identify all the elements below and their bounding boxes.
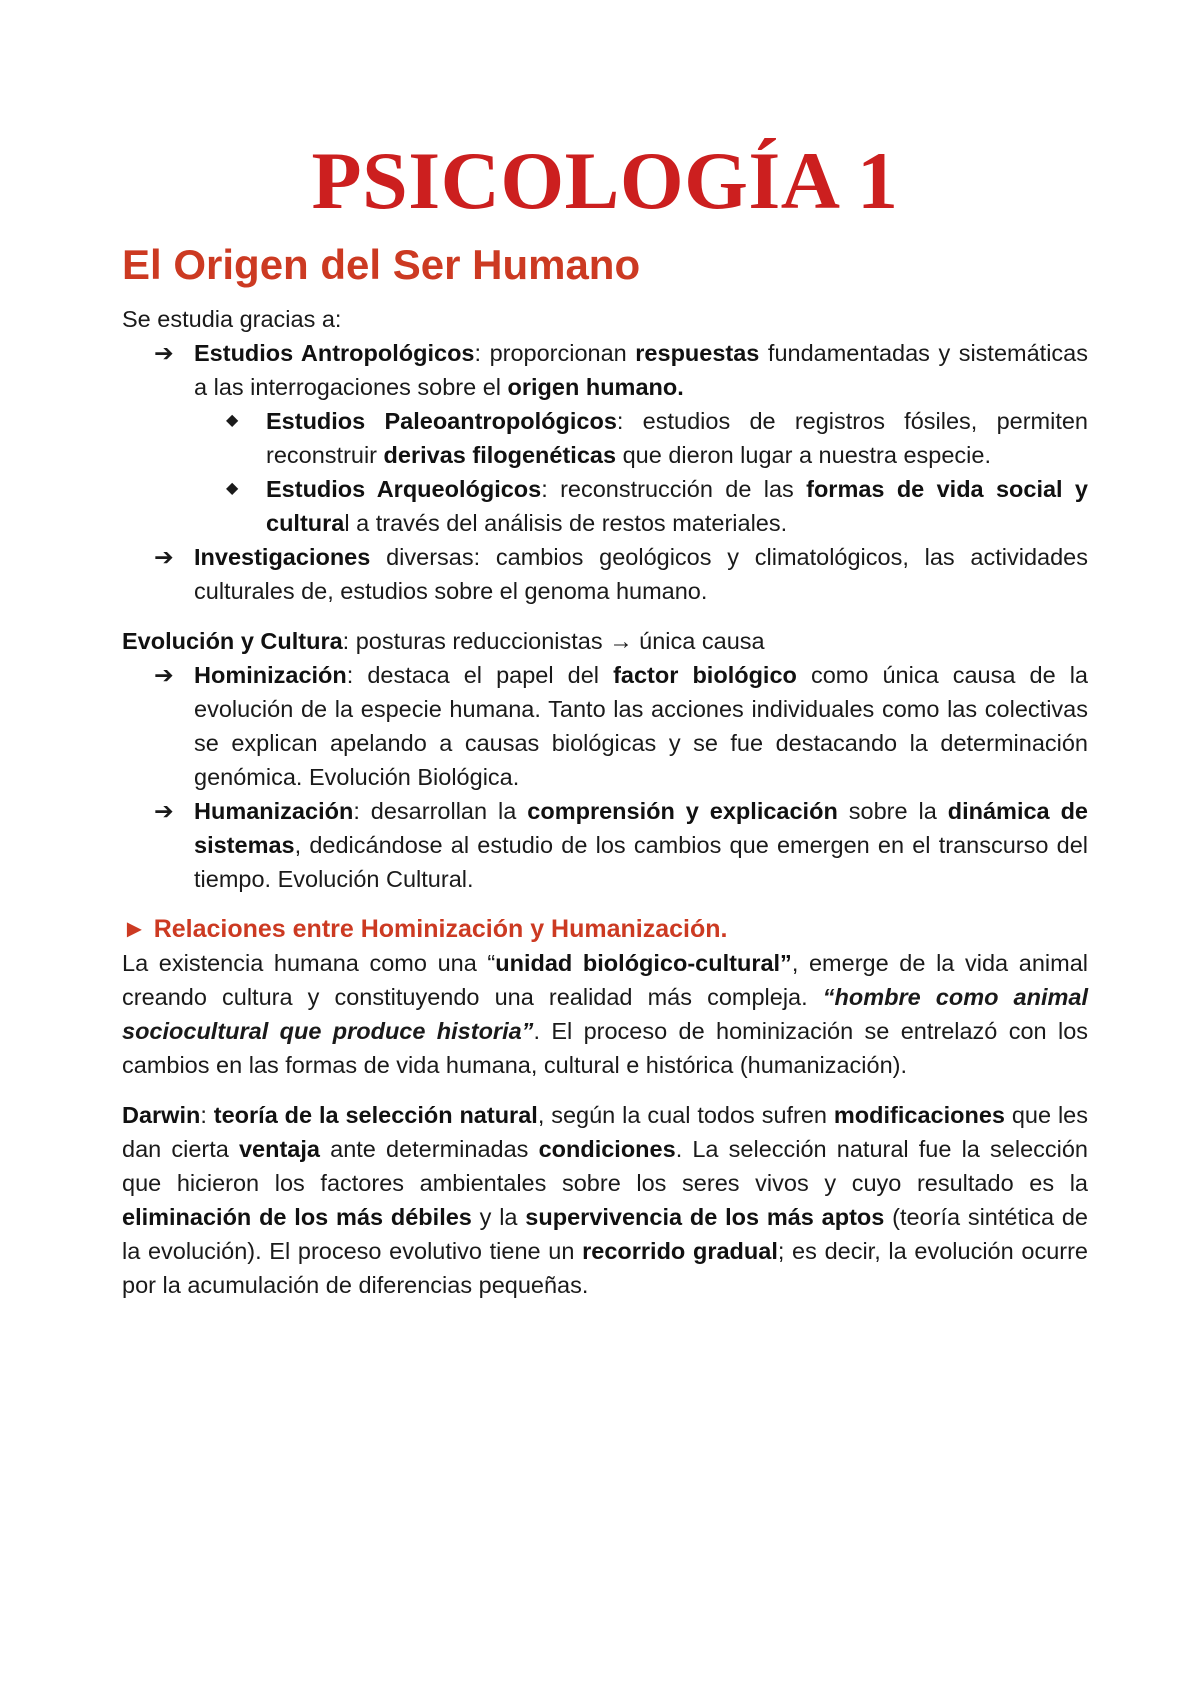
- text: fundamentadas y sistemáticas a las interrogaciones sobre el: [194, 340, 1088, 401]
- term: origen humano.: [507, 374, 684, 401]
- term: condiciones: [538, 1136, 676, 1163]
- list-item: [194, 472, 1088, 540]
- text: como única causa de la evolución de la especie humana. Tanto las acciones individuales como las colectivas se explican apelando a causas biológicas y se fue destacando la determinación genómica. Evolución Biológica.: [194, 662, 1089, 791]
- text: . La selección natural fue la selección que hicieron los factores ambientales sobre los seres vivos y cuyo resultado es la: [122, 1136, 1088, 1197]
- relations-paragraph: [122, 946, 1088, 1082]
- text: . El proceso de hominización se entrelazó con los cambios en las formas de vida humana, cultural e histórica (humanización).: [122, 1018, 1089, 1079]
- arrow-icon: ➔: [154, 544, 174, 571]
- text: : posturas reduccionistas → única causa: [342, 628, 765, 655]
- term: Investigaciones: [194, 544, 371, 571]
- sub-list: [194, 404, 1088, 540]
- term: eliminación de los más débiles: [122, 1204, 472, 1231]
- term: unidad biológico-cultural”: [495, 950, 792, 977]
- text: sobre la: [837, 798, 948, 825]
- page-title: PSICOLOGÍA 1: [311, 135, 899, 226]
- term: Estudios Arqueológicos: [266, 476, 542, 503]
- term: Darwin: [122, 1102, 201, 1129]
- arrow-icon: ➔: [154, 662, 174, 689]
- text: , emerge de la vida animal creando cultura y constituyendo una realidad más compleja.: [122, 950, 1088, 1011]
- darwin-paragraph: [122, 1098, 1088, 1302]
- subsection-heading: [122, 912, 1088, 946]
- term: modificaciones: [833, 1102, 1005, 1129]
- term: Hominización: [194, 662, 347, 689]
- text: : proporcionan: [474, 340, 636, 367]
- term: ventaja: [238, 1136, 320, 1163]
- term: Estudios Antropológicos: [194, 340, 475, 367]
- term: Estudios Paleoantropológicos: [266, 408, 617, 435]
- term: formas de vida social y cultura: [266, 476, 1088, 537]
- term: supervivencia de los más aptos: [525, 1204, 885, 1231]
- text: , dedicándose al estudio de los cambios que emergen en el transcurso del tiempo. Evolución Cultural.: [194, 832, 1088, 893]
- intro-text: Se estudia gracias a:: [122, 306, 342, 333]
- list-item: [194, 404, 1088, 472]
- subsection-heading-text: Relaciones entre Hominización y Humanización.: [153, 915, 728, 944]
- term: Humanización: [194, 798, 354, 825]
- text: : reconstrucción de las: [541, 476, 807, 503]
- text: y la: [471, 1204, 526, 1231]
- term: dinámica de sistemas: [194, 798, 1089, 859]
- text: , según la cual todos sufren: [537, 1102, 834, 1129]
- text: (teoría sintética de la evolución). El proceso evolutivo tiene un: [122, 1204, 1088, 1265]
- text: La existencia humana como una “: [122, 950, 496, 977]
- text: : desarrollan la: [353, 798, 528, 825]
- term: derivas filogenéticas: [383, 442, 617, 469]
- evolution-list: [122, 658, 1088, 896]
- text: :: [200, 1102, 214, 1129]
- triangle-icon: ►: [122, 915, 147, 944]
- study-list: [122, 336, 1088, 608]
- list-item: [122, 336, 1088, 540]
- text: que dieron lugar a nuestra especie.: [616, 442, 991, 469]
- list-item: [122, 540, 1088, 608]
- quote: “hombre como animal sociocultural que produce historia”: [122, 984, 1088, 1045]
- text: l a través del análisis de restos materiales.: [344, 510, 788, 537]
- arrow-icon: ➔: [154, 340, 174, 367]
- term: recorrido gradual: [582, 1238, 778, 1265]
- section-heading: El Origen del Ser Humano: [122, 241, 641, 288]
- text: : destaca el papel del: [346, 662, 614, 689]
- diamond-icon: ◆: [226, 480, 239, 498]
- list-item: [122, 794, 1088, 896]
- text: ; es decir, la evolución ocurre por la acumulación de diferencias pequeñas.: [122, 1238, 1088, 1299]
- text: diversas: cambios geológicos y climatológicos, las actividades culturales de, estudios sobre el genoma humano.: [194, 544, 1088, 605]
- text: : estudios de registros fósiles, permiten reconstruir: [266, 408, 1088, 469]
- text: que les dan cierta: [122, 1102, 1088, 1163]
- term: respuestas: [635, 340, 760, 367]
- diamond-icon: ◆: [226, 412, 239, 430]
- arrow-icon: ➔: [154, 798, 174, 825]
- term: factor biológico: [613, 662, 797, 689]
- term: comprensión y explicación: [527, 798, 838, 825]
- text: ante determinadas: [319, 1136, 539, 1163]
- term: teoría de la selección natural: [213, 1102, 538, 1129]
- evolution-paragraph: [122, 624, 1088, 658]
- term: Evolución y Cultura: [122, 628, 343, 655]
- list-item: [122, 658, 1088, 794]
